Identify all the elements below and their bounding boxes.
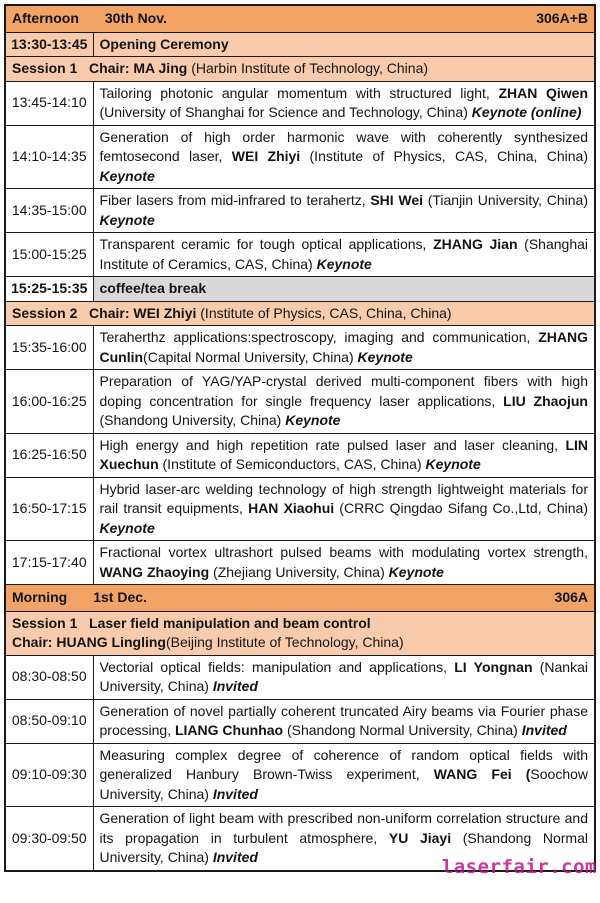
time-cell: 09:30-09:50 — [5, 807, 93, 871]
talk-type-label: Keynote — [357, 348, 413, 365]
day-header-content — [12, 9, 588, 29]
talk-description-cell — [93, 433, 595, 477]
talk-description-cell — [93, 326, 595, 370]
time-cell: 14:10-14:35 — [5, 125, 93, 189]
talk-text: (Tianjin University, China) — [423, 192, 588, 208]
day-header-cell — [5, 5, 595, 32]
talk-description-cell — [93, 743, 595, 807]
speaker-name: Chair: HUANG Lingling — [12, 634, 166, 650]
session-row — [5, 301, 595, 326]
day-left-group — [12, 9, 167, 29]
speaker-name: LI Yongnan — [454, 658, 533, 675]
talk-text: Hybrid laser-arc welding technology of high strength lightweight materials for rail transit equipments, — [99, 480, 588, 516]
talk-row — [5, 125, 595, 189]
talk-row — [5, 699, 595, 743]
talk-text: Transparent ceramic for tough optical applications, — [99, 236, 434, 252]
speaker-name: WANG Fei ( — [433, 766, 531, 782]
talk-row — [5, 743, 595, 807]
talk-text: (Nankai University, China) — [99, 658, 588, 694]
talk-description-cell — [93, 233, 595, 277]
talk-text: (Shandong Normal University, China) — [283, 722, 522, 738]
talk-text: (Harbin Institute of Technology, China) — [191, 60, 429, 76]
speaker-name: ZHANG Cunlin — [99, 329, 588, 365]
speaker-name: LIANG Chunhao — [174, 722, 284, 738]
talk-text: Soochow University, China) — [99, 766, 588, 802]
talk-description-cell — [93, 807, 595, 871]
talk-type-label: Invited — [212, 785, 258, 802]
speaker-name: Session 1 Laser field manipulation and beam control — [12, 614, 371, 631]
talk-text: Vectorial optical fields: manipulation and applications, — [99, 658, 455, 675]
talk-text: (Capital Normal University, China) — [143, 348, 358, 365]
time-cell: 13:45-14:10 — [5, 81, 93, 125]
talk-text: (University of Shanghai for Science and Technology, China) — [99, 104, 472, 120]
time-cell: 08:50-09:10 — [5, 699, 93, 743]
talk-text: (Zhejiang University, China) — [209, 563, 389, 580]
session-header-line — [12, 304, 588, 324]
talk-description-cell — [93, 655, 595, 699]
event-label-cell: Opening Ceremony — [93, 32, 595, 57]
talk-type-label: Keynote — [388, 563, 444, 580]
talk-type-label: Keynote — [99, 211, 155, 228]
talk-type-label: Invited — [212, 678, 258, 694]
session-header-cell — [5, 611, 595, 655]
talk-text: (CRRC Qingdao Sifang Co.,Ltd, China) — [334, 500, 588, 516]
time-cell: 09:10-09:30 — [5, 743, 93, 807]
speaker-name: YU Jiayi — [388, 829, 452, 846]
speaker-name: HAN Xiaohui — [248, 500, 335, 516]
day-period-label: Morning — [12, 589, 68, 605]
talk-description-cell — [93, 699, 595, 743]
time-cell: 16:00-16:25 — [5, 370, 93, 434]
talk-row — [5, 326, 595, 370]
speaker-name: LIU Zhaojun — [503, 392, 588, 409]
room-label: 306A+B — [536, 10, 588, 26]
talk-type-label: Invited — [521, 722, 567, 738]
talk-description-cell — [93, 125, 595, 189]
session-header-line — [12, 614, 588, 634]
watermark: laserfair.com — [441, 856, 597, 878]
banner-row — [5, 32, 595, 57]
session-row — [5, 611, 595, 655]
talk-text: Fractional vortex ultrashort pulsed beams with modulating vortex strength, — [99, 544, 588, 560]
time-cell: 16:25-16:50 — [5, 433, 93, 477]
time-cell: 08:30-08:50 — [5, 655, 93, 699]
schedule-table — [4, 4, 596, 872]
talk-row — [5, 370, 595, 434]
talk-type-label: Keynote — [316, 255, 372, 272]
time-cell: 16:50-17:15 — [5, 477, 93, 541]
talk-text: (Institute of Physics, CAS, China, China) — [200, 304, 452, 321]
talk-type-label: Keynote — [425, 456, 481, 472]
talk-type-label: Invited — [212, 849, 258, 865]
talk-row — [5, 189, 595, 233]
day-row — [5, 585, 595, 612]
break-row — [5, 277, 595, 302]
talk-text: High energy and high repetition rate pulsed laser and laser cleaning, — [99, 436, 566, 453]
day-header-content — [12, 588, 588, 608]
day-left-group — [12, 588, 147, 608]
speaker-name: Session 2 Chair: WEI Zhiyi — [12, 304, 201, 321]
talk-type-label: Keynote (online) — [471, 104, 582, 120]
talk-row — [5, 541, 595, 585]
speaker-name: LIN Xuechun — [99, 436, 588, 472]
talk-text: (Institute of Semiconductors, CAS, China) — [158, 456, 426, 472]
talk-type-label: Keynote — [99, 519, 155, 536]
talk-row — [5, 807, 595, 871]
talk-text: Teraherthz applications:spectroscopy, imaging and communication, — [99, 329, 539, 345]
event-label-cell: coffee/tea break — [93, 277, 595, 302]
time-cell: 15:25-15:35 — [5, 277, 93, 302]
talk-description-cell — [93, 81, 595, 125]
talk-text: (Institute of Physics, CAS, China, China) — [300, 148, 588, 164]
talk-row — [5, 477, 595, 541]
day-header-cell — [5, 585, 595, 612]
day-row — [5, 5, 595, 32]
session-header-line — [12, 633, 588, 653]
talk-type-label: Keynote — [285, 412, 341, 428]
speaker-name: ZHANG Jian — [433, 236, 518, 252]
talk-text: Measuring complex degree of coherence of random optical fields with generalized Hanbury Brown-Twiss experiment, — [99, 746, 588, 782]
speaker-name: SHI Wei — [370, 192, 424, 208]
day-period-label: Afternoon — [12, 10, 79, 26]
talk-text: Generation of novel partially coherent truncated Airy beams via Fourier phase processing, — [99, 702, 588, 738]
speaker-name: ZHAN Qiwen — [498, 84, 588, 101]
speaker-name: WANG Zhaoying — [99, 563, 210, 580]
session-header-cell — [5, 301, 595, 326]
time-cell: 14:35-15:00 — [5, 189, 93, 233]
talk-text: Tailoring photonic angular momentum with structured light, — [99, 84, 499, 101]
speaker-name: WEI Zhiyi — [231, 148, 301, 164]
talk-row — [5, 81, 595, 125]
day-date-label: 30th Nov. — [104, 10, 167, 26]
time-cell: 13:30-13:45 — [5, 32, 93, 57]
day-date-label: 1st Dec. — [93, 589, 147, 605]
talk-text: Preparation of YAG/YAP-crystal derived multi-component fibers with high doping concentration for single frequency laser applications, — [99, 373, 588, 409]
talk-description-cell — [93, 477, 595, 541]
session-header-line — [12, 59, 588, 79]
talk-text: (Beijing Institute of Technology, China) — [166, 634, 404, 650]
talk-row — [5, 655, 595, 699]
talk-text: Generation of light beam with prescribed non-uniform correlation structure and its propagation in turbulent atmosphere, — [99, 810, 588, 846]
room-label: 306A — [554, 589, 588, 605]
session-header-cell — [5, 57, 595, 82]
talk-text: Generation of high order harmonic wave with coherently synthesized femtosecond laser, — [99, 128, 588, 164]
time-cell: 17:15-17:40 — [5, 541, 93, 585]
talk-text: (Shanghai Institute of Ceramics, CAS, China) — [99, 236, 588, 272]
speaker-name: Session 1 Chair: MA Jing — [12, 60, 192, 76]
talk-type-label: Keynote — [99, 167, 155, 184]
talk-description-cell — [93, 370, 595, 434]
talk-description-cell — [93, 541, 595, 585]
time-cell: 15:35-16:00 — [5, 326, 93, 370]
talk-row — [5, 433, 595, 477]
time-cell: 15:00-15:25 — [5, 233, 93, 277]
talk-text: (Shandong Normal University, China) — [99, 829, 588, 865]
schedule-body — [5, 5, 595, 871]
talk-description-cell — [93, 189, 595, 233]
talk-text: Fiber lasers from mid-infrared to terahertz, — [99, 192, 371, 208]
talk-row — [5, 233, 595, 277]
talk-text: (Shandong University, China) — [99, 412, 286, 428]
session-row — [5, 57, 595, 82]
